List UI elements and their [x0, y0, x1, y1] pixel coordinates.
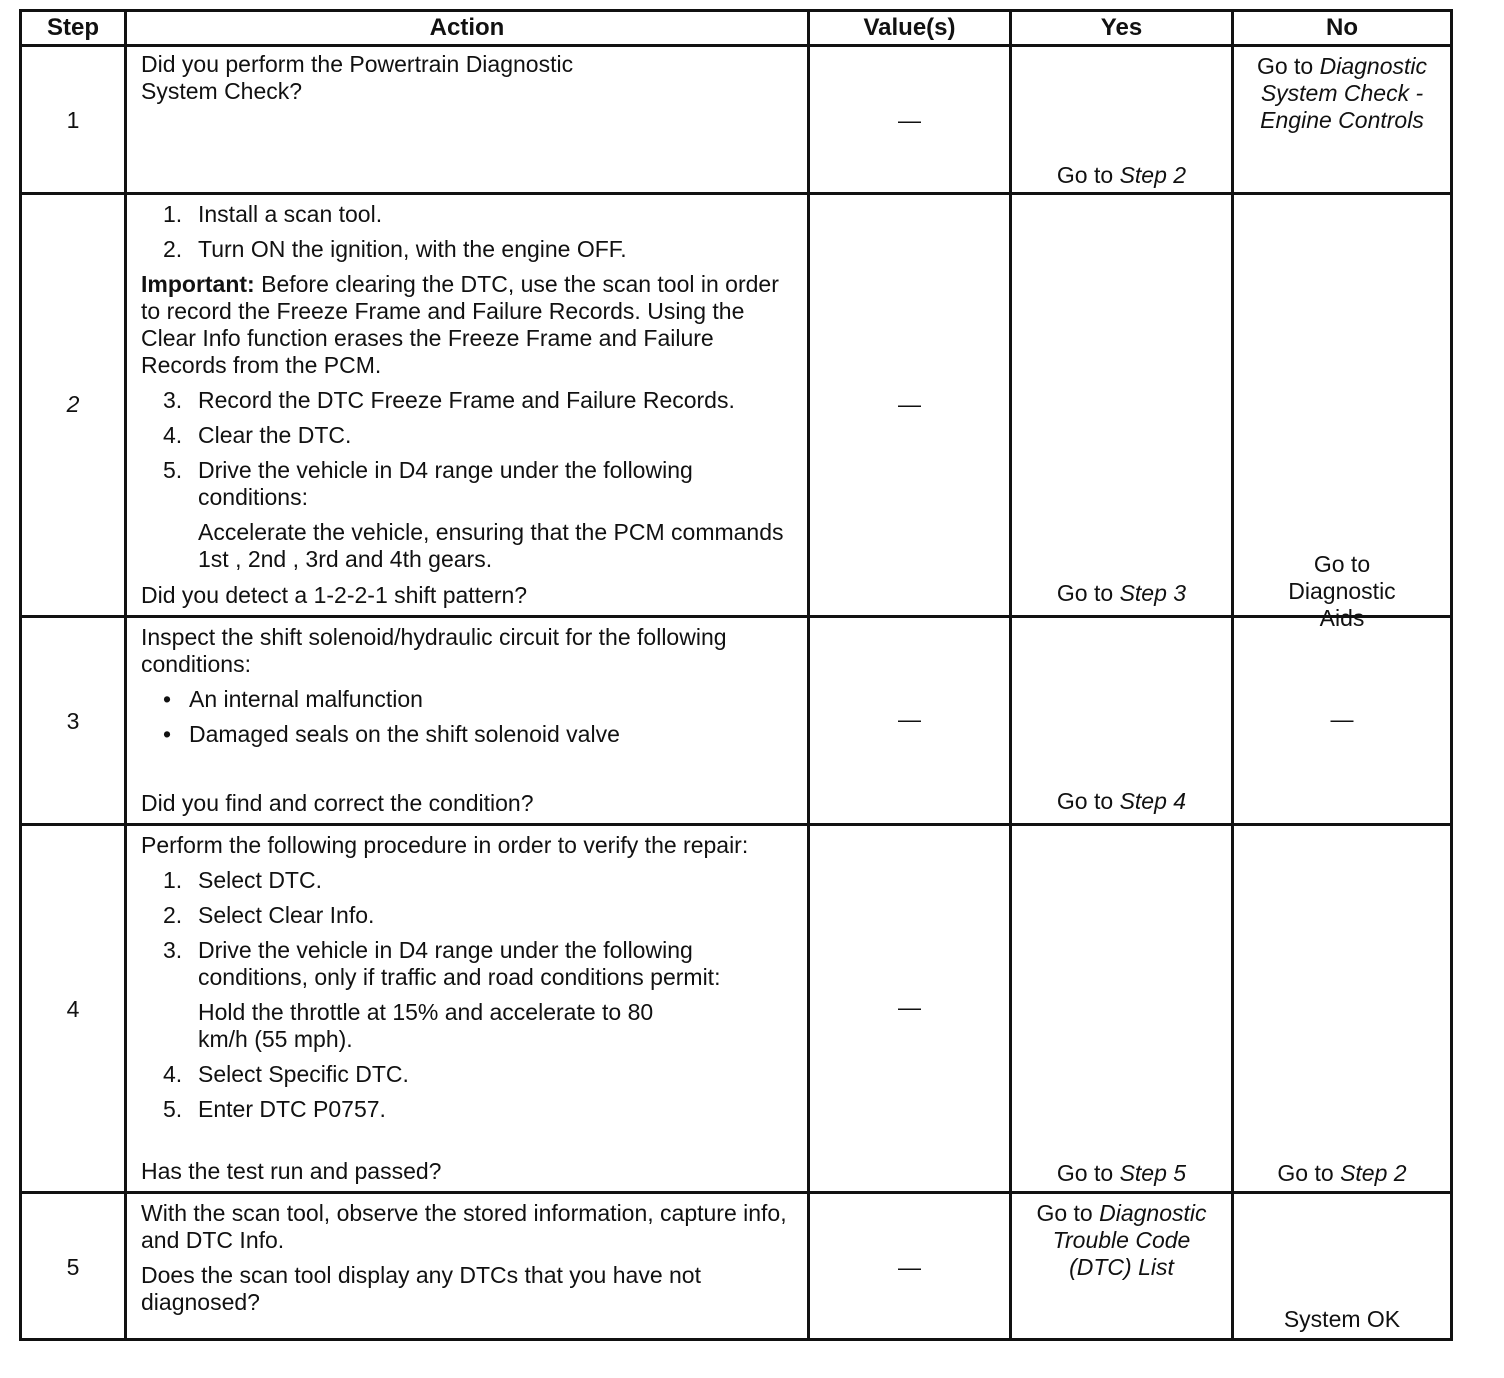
no-link[interactable]: Diagnostic System Check - Engine Controls	[1260, 53, 1428, 133]
numbered-step: 3. Record the DTC Freeze Frame and Failure Records.	[163, 387, 735, 413]
no-result[interactable]: Go to Diagnostic Aids	[1288, 551, 1396, 631]
step-number: 1	[66, 107, 80, 133]
question: Did you detect a 1-2-2-1 shift pattern?	[141, 582, 528, 608]
header-action: Action	[127, 12, 810, 44]
yes-result: Go to Step 2	[1056, 162, 1187, 188]
numbered-step: 3. Drive the vehicle in D4 range under the following conditions, only if traffic and road conditions permit:	[163, 937, 721, 990]
diagnostic-table	[19, 9, 1453, 1341]
value-dash: —	[898, 994, 921, 1020]
yes-link[interactable]: Step 3	[1119, 580, 1187, 606]
table-row	[19, 1194, 1453, 1341]
question: Did you find and correct the condition?	[141, 790, 534, 816]
action-text: Inspect the shift solenoid/hydraulic circuit for the following conditions: • An internal malfunction • Damaged seals on the shift solenoid valve Did you find and correct the condition?	[127, 618, 807, 760]
step-number: 2	[66, 391, 80, 417]
no-result: System OK	[1283, 1306, 1401, 1332]
step-number: 5	[66, 1254, 80, 1280]
value-dash: —	[898, 706, 921, 732]
yes-link[interactable]: Diagnostic Trouble Code (DTC) List	[1052, 1200, 1207, 1280]
table-row	[19, 47, 1453, 195]
numbered-step: 1. Install a scan tool.	[163, 201, 383, 227]
yes-link[interactable]: Step 2	[1119, 162, 1187, 188]
bullet-item: • Damaged seals on the shift solenoid valve	[163, 721, 620, 747]
numbered-step: 4. Select Specific DTC.	[163, 1061, 409, 1087]
no-dash: —	[1330, 706, 1354, 732]
important-note: Important: Before clearing the DTC, use the scan tool in order to record the Freeze Frame and Failure Records. Using the Clear Info function erases the Freeze Frame and Failure Records from the PCM.	[141, 271, 779, 378]
action-text: Did you perform the Powertrain Diagnostic System Check?	[141, 51, 574, 104]
step-number: 3	[66, 708, 80, 734]
header-yes: Yes	[1012, 12, 1234, 44]
numbered-step: 5. Enter DTC P0757.	[163, 1096, 386, 1122]
yes-result: Go to Step 3	[1056, 580, 1187, 606]
table-header	[19, 9, 1453, 47]
no-result: Go to Diagnostic System Check - Engine Controls	[1256, 53, 1428, 133]
step-number: 4	[66, 996, 80, 1022]
table-row	[19, 195, 1453, 631]
table-row	[19, 826, 1453, 1194]
header-step: Step	[22, 12, 127, 44]
numbered-step: 2. Turn ON the ignition, with the engine OFF.	[163, 236, 627, 262]
yes-link[interactable]: Step 4	[1119, 788, 1187, 814]
yes-result: Go to Diagnostic Trouble Code (DTC) List	[1036, 1200, 1207, 1280]
question: Has the test run and passed?	[141, 1158, 442, 1184]
action-text: 1. Install a scan tool. 2. Turn ON the ignition, with the engine OFF. Important: Before clearing the DTC, use the scan tool in order to record the Freeze Frame and Failure Records. Using the Clear Info function erases the Freeze Frame and Failure Records from the PCM. 3. Record the DTC Freeze Frame and Failure Records. 4. Clear the DTC. 5. Drive the vehicle in D4 range under the following conditions: Accelerate the vehicle, ensuring that the PCM commands 1st , 2nd , 3rd and 4th gears. Did you detect a 1-2-2-1 shift pattern?	[127, 195, 807, 585]
action-text: Perform the following procedure in order to verify the repair: 1. Select DTC. 2. Select Clear Info. 3. Drive the vehicle in D4 range under the following conditions, only if traffic and road conditions permit: Hold the throttle at 15% and accelerate to 80 km/h (55 mph). 4. Select Specific DTC. 5. Enter DTC P0757. Has the test run and passed?	[127, 826, 807, 1135]
value-dash: —	[898, 391, 921, 417]
yes-result: Go to Step 5	[1056, 1160, 1187, 1186]
no-result: Go to Step 2	[1277, 1160, 1407, 1186]
bullet-item: • An internal malfunction	[163, 686, 423, 712]
value-dash: —	[898, 107, 921, 133]
yes-result: Go to Step 4	[1056, 788, 1187, 814]
value-dash: —	[898, 1254, 921, 1280]
numbered-step: 1. Select DTC.	[163, 867, 322, 893]
numbered-step: 2. Select Clear Info.	[163, 902, 375, 928]
yes-link[interactable]: Step 5	[1119, 1160, 1187, 1186]
header-values: Value(s)	[810, 12, 1012, 44]
no-link[interactable]: Step 2	[1340, 1160, 1407, 1186]
header-no: No	[1326, 14, 1358, 41]
numbered-step: 5. Drive the vehicle in D4 range under the following conditions:	[163, 457, 693, 510]
action-text: With the scan tool, observe the stored information, capture info, and DTC Info. Does the scan tool display any DTCs that you have not diagnosed?	[141, 1200, 787, 1315]
numbered-step: 4. Clear the DTC.	[163, 422, 352, 448]
table-row	[19, 618, 1453, 826]
